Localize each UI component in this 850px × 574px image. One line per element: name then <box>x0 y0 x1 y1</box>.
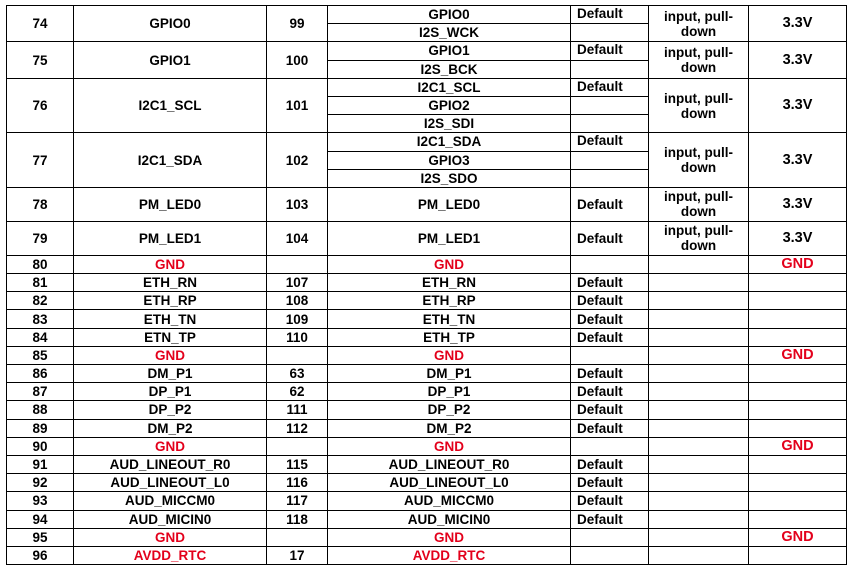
table-row <box>7 510 847 528</box>
default-cell <box>571 169 649 187</box>
default-cell: Default <box>571 310 649 328</box>
default-cell: Default <box>571 328 649 346</box>
chip-pin-cell: 107 <box>267 274 328 292</box>
signal-name-cell: I2C1_SCL <box>74 78 267 133</box>
signal-name-cell: GPIO1 <box>74 42 267 78</box>
voltage-cell: GND <box>749 255 847 273</box>
chip-pin-cell <box>267 528 328 546</box>
signal-name-cell: GND <box>74 346 267 364</box>
function-cell: DM_P2 <box>328 419 571 437</box>
table-row <box>7 528 847 546</box>
default-cell <box>571 546 649 564</box>
pin-number-cell: 81 <box>7 274 74 292</box>
table-row <box>7 455 847 473</box>
function-cell: ETH_RP <box>328 292 571 310</box>
pin-number-cell: 77 <box>7 133 74 188</box>
pin-number-cell: 75 <box>7 42 74 78</box>
table-row <box>7 274 847 292</box>
table-row <box>7 383 847 401</box>
voltage-cell <box>749 328 847 346</box>
function-cell: I2S_SDO <box>328 169 571 187</box>
table-row <box>7 6 847 24</box>
table-row <box>7 133 847 151</box>
voltage-cell: 3.3V <box>749 187 847 221</box>
voltage-cell: GND <box>749 528 847 546</box>
chip-pin-cell: 62 <box>267 383 328 401</box>
function-cell: PM_LED0 <box>328 187 571 221</box>
default-cell: Default <box>571 365 649 383</box>
default-cell <box>571 346 649 364</box>
voltage-cell: 3.3V <box>749 221 847 255</box>
pin-number-cell: 94 <box>7 510 74 528</box>
table-row <box>7 437 847 455</box>
voltage-cell <box>749 474 847 492</box>
default-cell: Default <box>571 274 649 292</box>
function-cell: GND <box>328 437 571 455</box>
function-cell: ETH_TN <box>328 310 571 328</box>
signal-name-cell: GPIO0 <box>74 6 267 42</box>
voltage-cell: GND <box>749 437 847 455</box>
io-type-cell: input, pull-down <box>649 221 749 255</box>
function-cell: GPIO1 <box>328 42 571 60</box>
voltage-cell: GND <box>749 346 847 364</box>
chip-pin-cell: 118 <box>267 510 328 528</box>
function-cell: GPIO3 <box>328 151 571 169</box>
voltage-cell <box>749 274 847 292</box>
signal-name-cell: AUD_LINEOUT_R0 <box>74 455 267 473</box>
chip-pin-cell: 103 <box>267 187 328 221</box>
voltage-cell <box>749 455 847 473</box>
io-type-cell: input, pull-down <box>649 42 749 78</box>
signal-name-cell: DM_P2 <box>74 419 267 437</box>
signal-name-cell: ETH_RN <box>74 274 267 292</box>
table-row <box>7 365 847 383</box>
pin-number-cell: 89 <box>7 419 74 437</box>
chip-pin-cell: 109 <box>267 310 328 328</box>
pin-number-cell: 96 <box>7 546 74 564</box>
io-type-cell <box>649 474 749 492</box>
function-cell: ETH_RN <box>328 274 571 292</box>
function-cell: AUD_MICCM0 <box>328 492 571 510</box>
chip-pin-cell: 99 <box>267 6 328 42</box>
signal-name-cell: DM_P1 <box>74 365 267 383</box>
signal-name-cell: GND <box>74 255 267 273</box>
chip-pin-cell: 112 <box>267 419 328 437</box>
default-cell <box>571 96 649 114</box>
pin-number-cell: 84 <box>7 328 74 346</box>
default-cell: Default <box>571 492 649 510</box>
chip-pin-cell: 17 <box>267 546 328 564</box>
function-cell: GND <box>328 528 571 546</box>
io-type-cell <box>649 546 749 564</box>
default-cell: Default <box>571 42 649 60</box>
function-cell: DP_P1 <box>328 383 571 401</box>
chip-pin-cell: 100 <box>267 42 328 78</box>
default-cell: Default <box>571 221 649 255</box>
signal-name-cell: AUD_LINEOUT_L0 <box>74 474 267 492</box>
signal-name-cell: I2C1_SDA <box>74 133 267 188</box>
table-row <box>7 346 847 364</box>
function-cell: GND <box>328 346 571 364</box>
voltage-cell <box>749 292 847 310</box>
voltage-cell: 3.3V <box>749 42 847 78</box>
default-cell: Default <box>571 78 649 96</box>
default-cell: Default <box>571 292 649 310</box>
io-type-cell <box>649 528 749 546</box>
function-cell: I2S_SDI <box>328 115 571 133</box>
table-row <box>7 78 847 96</box>
table-row <box>7 310 847 328</box>
table-row <box>7 474 847 492</box>
default-cell: Default <box>571 401 649 419</box>
voltage-cell <box>749 510 847 528</box>
chip-pin-cell <box>267 255 328 273</box>
table-row <box>7 221 847 255</box>
pin-number-cell: 78 <box>7 187 74 221</box>
chip-pin-cell: 108 <box>267 292 328 310</box>
default-cell: Default <box>571 455 649 473</box>
signal-name-cell: ETH_RP <box>74 292 267 310</box>
default-cell <box>571 255 649 273</box>
default-cell: Default <box>571 419 649 437</box>
signal-name-cell: AUD_MICIN0 <box>74 510 267 528</box>
io-type-cell: input, pull-down <box>649 78 749 133</box>
pin-number-cell: 85 <box>7 346 74 364</box>
chip-pin-cell: 102 <box>267 133 328 188</box>
voltage-cell <box>749 310 847 328</box>
function-cell: GPIO0 <box>328 6 571 24</box>
pin-number-cell: 74 <box>7 6 74 42</box>
signal-name-cell: GND <box>74 528 267 546</box>
chip-pin-cell: 116 <box>267 474 328 492</box>
voltage-cell <box>749 492 847 510</box>
pin-number-cell: 93 <box>7 492 74 510</box>
chip-pin-cell: 115 <box>267 455 328 473</box>
function-cell: I2C1_SDA <box>328 133 571 151</box>
function-cell: AUD_LINEOUT_L0 <box>328 474 571 492</box>
function-cell: I2S_WCK <box>328 24 571 42</box>
voltage-cell <box>749 401 847 419</box>
signal-name-cell: GND <box>74 437 267 455</box>
table-row <box>7 187 847 221</box>
default-cell: Default <box>571 133 649 151</box>
io-type-cell <box>649 437 749 455</box>
chip-pin-cell <box>267 346 328 364</box>
default-cell <box>571 60 649 78</box>
io-type-cell <box>649 310 749 328</box>
function-cell: ETH_TP <box>328 328 571 346</box>
pin-definition-table <box>6 5 847 565</box>
function-cell: AVDD_RTC <box>328 546 571 564</box>
default-cell <box>571 437 649 455</box>
function-cell: AUD_LINEOUT_R0 <box>328 455 571 473</box>
io-type-cell <box>649 383 749 401</box>
pin-number-cell: 80 <box>7 255 74 273</box>
io-type-cell: input, pull-down <box>649 6 749 42</box>
signal-name-cell: PM_LED0 <box>74 187 267 221</box>
voltage-cell <box>749 546 847 564</box>
pin-number-cell: 91 <box>7 455 74 473</box>
io-type-cell <box>649 492 749 510</box>
signal-name-cell: PM_LED1 <box>74 221 267 255</box>
voltage-cell <box>749 419 847 437</box>
io-type-cell <box>649 255 749 273</box>
table-row <box>7 292 847 310</box>
default-cell <box>571 24 649 42</box>
chip-pin-cell <box>267 437 328 455</box>
function-cell: PM_LED1 <box>328 221 571 255</box>
voltage-cell <box>749 365 847 383</box>
io-type-cell <box>649 365 749 383</box>
io-type-cell: input, pull-down <box>649 133 749 188</box>
default-cell <box>571 115 649 133</box>
signal-name-cell: AVDD_RTC <box>74 546 267 564</box>
function-cell: I2S_BCK <box>328 60 571 78</box>
default-cell: Default <box>571 474 649 492</box>
chip-pin-cell: 63 <box>267 365 328 383</box>
table-row <box>7 328 847 346</box>
default-cell <box>571 151 649 169</box>
default-cell: Default <box>571 187 649 221</box>
pin-number-cell: 86 <box>7 365 74 383</box>
voltage-cell: 3.3V <box>749 6 847 42</box>
function-cell: DP_P2 <box>328 401 571 419</box>
pin-number-cell: 79 <box>7 221 74 255</box>
pin-number-cell: 76 <box>7 78 74 133</box>
io-type-cell <box>649 510 749 528</box>
default-cell: Default <box>571 510 649 528</box>
chip-pin-cell: 101 <box>267 78 328 133</box>
pin-number-cell: 82 <box>7 292 74 310</box>
io-type-cell <box>649 346 749 364</box>
table-row <box>7 401 847 419</box>
io-type-cell <box>649 328 749 346</box>
signal-name-cell: DP_P2 <box>74 401 267 419</box>
table-row <box>7 492 847 510</box>
signal-name-cell: ETH_TN <box>74 310 267 328</box>
signal-name-cell: DP_P1 <box>74 383 267 401</box>
chip-pin-cell: 110 <box>267 328 328 346</box>
pin-number-cell: 87 <box>7 383 74 401</box>
pin-number-cell: 95 <box>7 528 74 546</box>
function-cell: GND <box>328 255 571 273</box>
pin-number-cell: 90 <box>7 437 74 455</box>
pin-number-cell: 83 <box>7 310 74 328</box>
chip-pin-cell: 104 <box>267 221 328 255</box>
table-row <box>7 419 847 437</box>
table-row <box>7 255 847 273</box>
function-cell: DM_P1 <box>328 365 571 383</box>
pin-number-cell: 88 <box>7 401 74 419</box>
voltage-cell <box>749 383 847 401</box>
signal-name-cell: ETN_TP <box>74 328 267 346</box>
default-cell <box>571 528 649 546</box>
pin-number-cell: 92 <box>7 474 74 492</box>
default-cell: Default <box>571 6 649 24</box>
function-cell: GPIO2 <box>328 96 571 114</box>
io-type-cell <box>649 292 749 310</box>
function-cell: I2C1_SCL <box>328 78 571 96</box>
io-type-cell <box>649 455 749 473</box>
default-cell: Default <box>571 383 649 401</box>
voltage-cell: 3.3V <box>749 133 847 188</box>
io-type-cell <box>649 274 749 292</box>
chip-pin-cell: 111 <box>267 401 328 419</box>
signal-name-cell: AUD_MICCM0 <box>74 492 267 510</box>
table-row <box>7 546 847 564</box>
voltage-cell: 3.3V <box>749 78 847 133</box>
chip-pin-cell: 117 <box>267 492 328 510</box>
io-type-cell <box>649 401 749 419</box>
table-row <box>7 42 847 60</box>
io-type-cell <box>649 419 749 437</box>
io-type-cell: input, pull-down <box>649 187 749 221</box>
function-cell: AUD_MICIN0 <box>328 510 571 528</box>
